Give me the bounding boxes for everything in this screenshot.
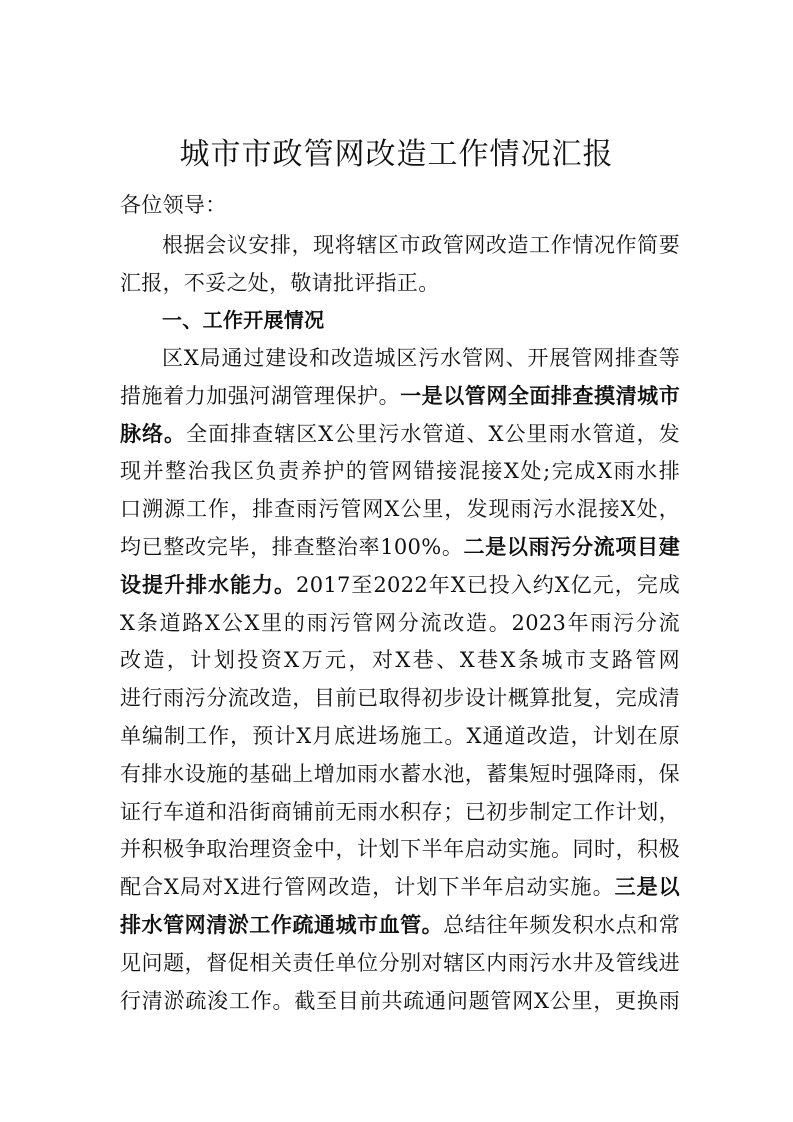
- bold-run: 脉络。: [120, 421, 187, 446]
- text-run: 现并整治我区负责养护的管网错接混接X处;完成X雨水排: [120, 459, 680, 484]
- text-run: X条道路X公X里的雨污管网分流改造。2023年雨污分流: [120, 610, 680, 635]
- text-run: 口溯源工作，排查雨污管网X公里，发现雨污水混接X处，: [120, 497, 680, 522]
- body-line: [120, 948, 680, 978]
- intro-line-2: 汇报，不妥之处，敬请批评指正。: [120, 271, 440, 295]
- document-title: 城市市政管网改造工作情况汇报: [179, 137, 614, 172]
- body-line: [120, 456, 680, 486]
- bold-run: 二是以雨污分流项目建: [463, 535, 680, 559]
- body-line: [162, 343, 680, 373]
- body-line: [120, 834, 680, 864]
- bold-run: 一是以管网全面排查摸清城市: [400, 383, 680, 408]
- body-line: [120, 381, 680, 411]
- body-line: [120, 683, 680, 713]
- text-run: 均已整改完毕，排查整治率100%。: [120, 535, 464, 559]
- salutation: 各位领导：: [120, 193, 227, 217]
- body-line: [120, 872, 680, 902]
- text-run: 总结往年频发积水点和常: [443, 913, 680, 937]
- text-run: 证行车道和沿街商铺前无雨水积存；已初步制定工作计划，: [120, 799, 680, 824]
- body-line: [120, 721, 680, 751]
- bold-run: 排水管网清淤工作疏通城市血管。: [120, 913, 444, 937]
- body-line: [120, 494, 680, 524]
- body-line: [120, 532, 680, 562]
- intro-line-1: 根据会议安排，现将辖区市政管网改造工作情况作简要: [162, 233, 680, 257]
- body-line: [120, 986, 680, 1016]
- section-heading: 一、工作开展情况: [162, 308, 325, 332]
- body-line: [120, 797, 680, 827]
- bold-run: 设提升排水能力。: [120, 572, 297, 597]
- text-run: 改造，计划投资X万元，对X巷、X巷X条城市支路管网: [120, 648, 680, 673]
- bold-run: 三是以: [614, 875, 680, 900]
- text-run: 行清淤疏浚工作。截至目前共疏通问题管网X公里，更换雨: [120, 988, 680, 1013]
- text-run: 2017至2022年X已投入约X亿元，完成: [296, 572, 680, 597]
- body-line: [120, 645, 680, 675]
- text-run: 配合X局对X进行管网改造，计划下半年启动实施。: [120, 875, 615, 900]
- text-run: 有排水设施的基础上增加雨水蓄水池，蓄集短时强降雨，保: [120, 761, 680, 786]
- body-line: [120, 759, 680, 789]
- text-run: 单编制工作，预计X月底进场施工。X通道改造，计划在原: [120, 724, 680, 748]
- body-line: [120, 570, 680, 600]
- text-run: 并积极争取治理资金中，计划下半年启动实施。同时，积极: [120, 837, 680, 862]
- text-run: 措施着力加强河湖管理保护。: [120, 383, 401, 408]
- text-run: 见问题，督促相关责任单位分别对辖区内雨污水井及管线进: [120, 950, 680, 975]
- body-line: [120, 608, 680, 638]
- body-line: [120, 419, 680, 449]
- text-run: 全面排查辖区X公里污水管道、X公里雨水管道，发: [186, 421, 680, 446]
- text-run: 区X局通过建设和改造城区污水管网、开展管网排查等: [162, 346, 680, 370]
- text-run: 进行雨污分流改造，目前已取得初步设计概算批复，完成清: [120, 686, 680, 711]
- body-line: [120, 910, 680, 940]
